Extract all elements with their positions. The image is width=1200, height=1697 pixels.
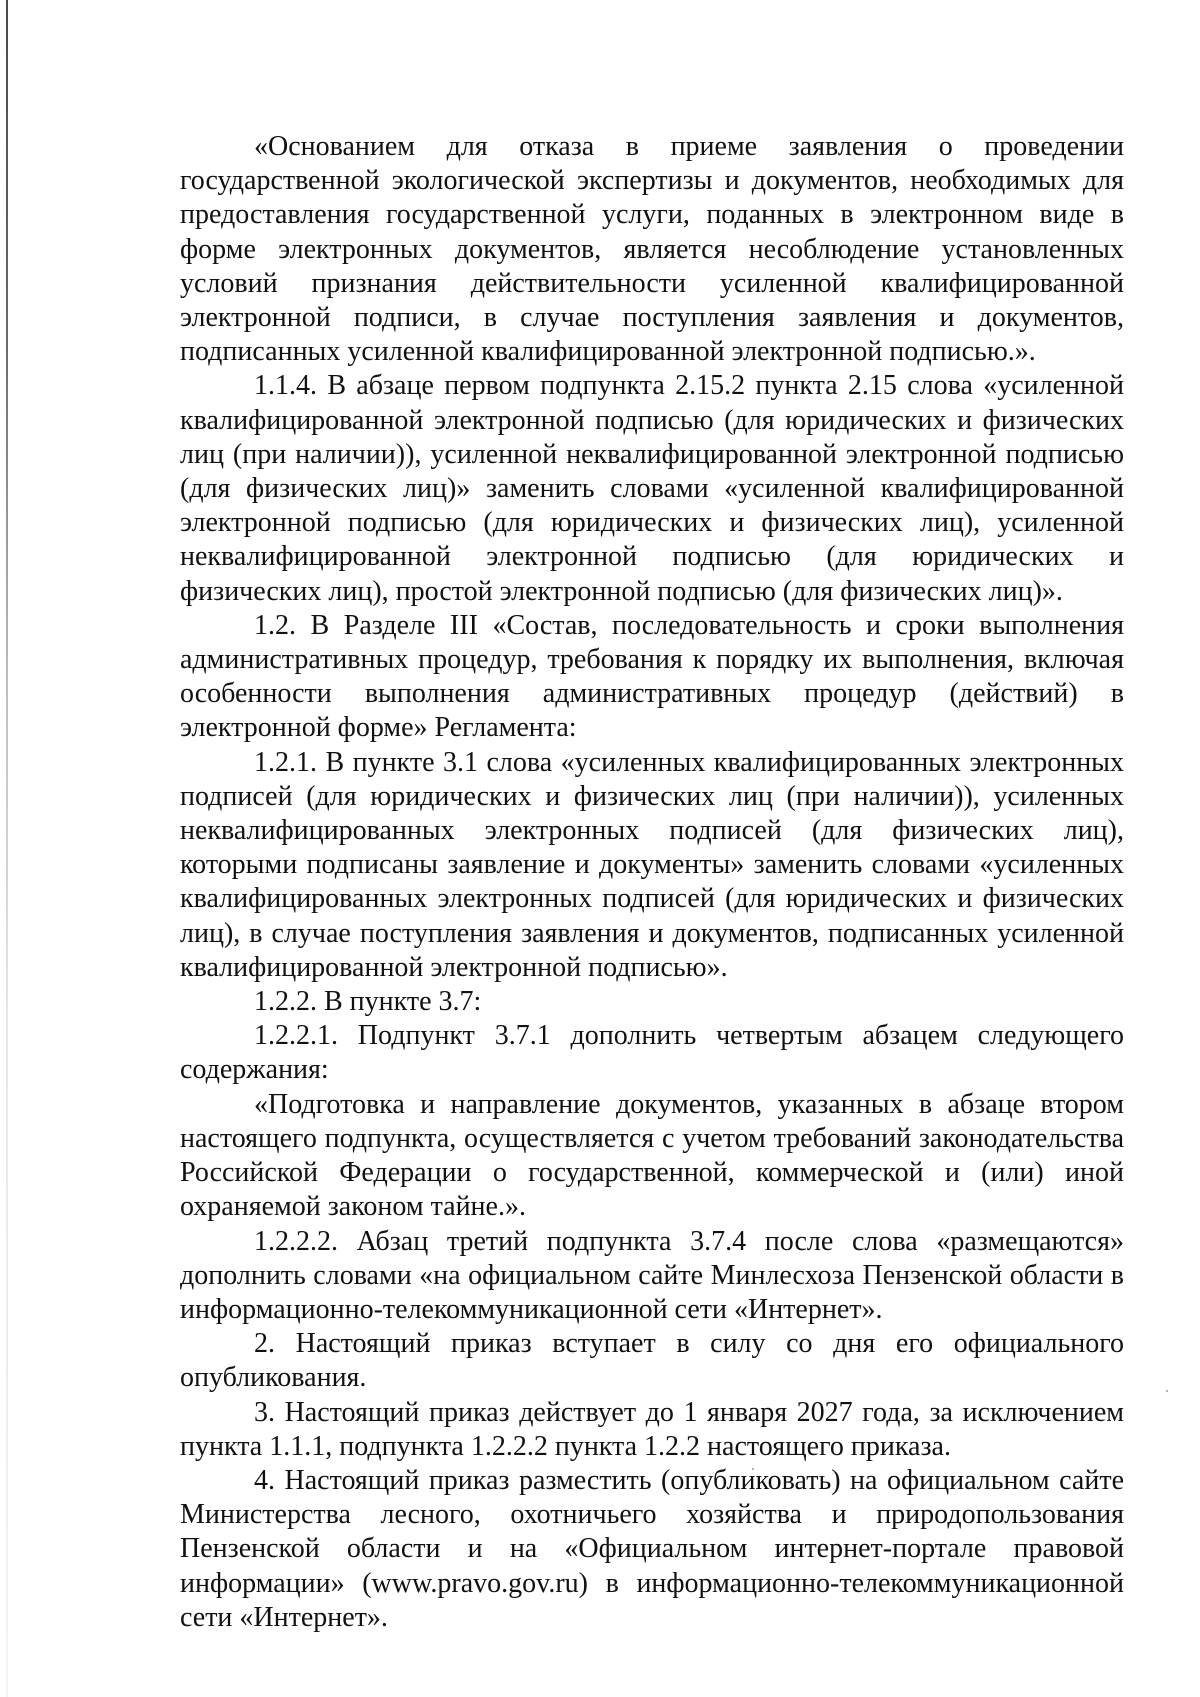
paragraph-2: 2. Настоящий приказ вступает в силу со дня его официального опубликования.	[180, 1328, 1124, 1394]
paragraph-4: 4. Настоящий приказ разместить (опубликовать) на официальном сайте Министерства лесного, охотничьего хозяйства и природопользования Пензенской области и на «Официальном интернет-портале правовой информации» (www.pravo.gov.ru) в информационно-телекоммуникационной сети «Интернет».	[180, 1464, 1124, 1633]
paragraph-1-2-1: 1.2.1. В пункте 3.1 слова «усиленных квалифицированных электронных подписей (для юридических и физических лиц (при наличии)), усиленных неквалифицированных электронных подписей (для физических лиц), которыми подписаны заявление и документы» заменить словами «усиленных квалифицированных электронных подписей (для юридических и физических лиц), в случае поступления заявления и документов, подписанных усиленной квалифицированной электронной подписью».	[180, 746, 1124, 983]
paragraph-1-2: 1.2. В Разделе III «Состав, последовательность и сроки выполнения административных процедур, требования к порядку их выполнения, включая особенности выполнения административных процедур (действий) в электронной форме» Регламента:	[180, 609, 1124, 744]
document-page	[180, 130, 1124, 1635]
paragraph-1-2-2-1: 1.2.2.1. Подпункт 3.7.1 дополнить четвертым абзацем следующего содержания:	[180, 1020, 1124, 1086]
paragraph-1-1-4: 1.1.4. В абзаце первом подпункта 2.15.2 пункта 2.15 слова «усиленной квалифицированной электронной подписью (для юридических и физических лиц (при наличии)), усиленной неквалифицированной электронной подписью (для физических лиц)» заменить словами «усиленной квалифицированной электронной подписью (для юридических и физических лиц), усиленной неквалифицированной электронной подписью (для юридических и физических лиц), простой электронной подписью (для физических лиц)».	[180, 370, 1124, 607]
paragraph-1-2-2: 1.2.2. В пункте 3.7:	[254, 986, 482, 1018]
paragraph-3: 3. Настоящий приказ действует до 1 января 2027 года, за исключением пункта 1.1.1, подпункта 1.2.2.2 пункта 1.2.2 настоящего приказа.	[180, 1396, 1124, 1462]
paragraph-quote-preparation: «Подготовка и направление документов, указанных в абзаце втором настоящего подпункта, осуществляется с учетом требований законодательства Российской Федерации о государственной, коммерческой и (или) иной охраняемой законом тайне.».	[180, 1088, 1124, 1223]
paragraph-1-2-2-2: 1.2.2.2. Абзац третий подпункта 3.7.4 после слова «размещаются» дополнить словами «на официальном сайте Минлесхоза Пензенской области в информационно-телекоммуникационной сети «Интернет».	[180, 1225, 1124, 1325]
paragraph-refusal-basis: «Основанием для отказа в приеме заявления о проведении государственной экологической экспертизы и документов, необходимых для предоставления государственной услуги, поданных в электронном виде в форме электронных документов, является несоблюдение установленных условий признания действительности усиленной квалифицированной электронной подписи, в случае поступления заявления и документов, подписанных усиленной квалифицированной электронной подписью.».	[180, 131, 1124, 368]
scan-speck	[1166, 1390, 1168, 1392]
scan-edge-line	[6, 0, 8, 1697]
